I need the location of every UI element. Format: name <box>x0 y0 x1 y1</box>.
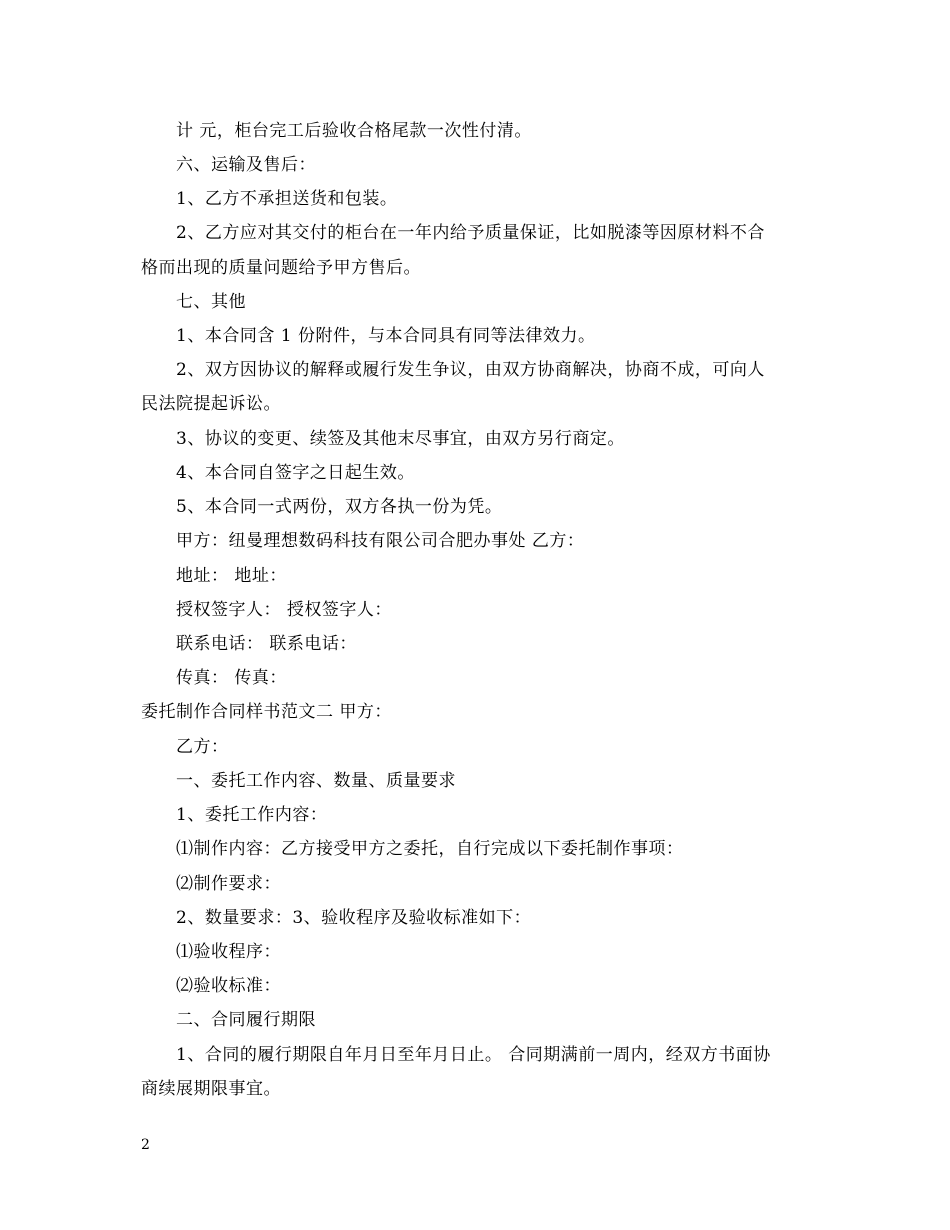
section-heading: 一、委托工作内容、数量、质量要求 <box>176 771 456 791</box>
text-line: ⑵制作要求： <box>176 874 281 894</box>
text-line: ⑴验收程序： <box>176 942 281 962</box>
text-line: 2、乙方应对其交付的柜台在一年内给予质量保证，比如脱漆等因原材料不合 <box>176 223 765 243</box>
section-heading: 六、运输及售后： <box>176 155 316 175</box>
text-line: 3、协议的变更、续签及其他末尽事宜，由双方另行商定。 <box>176 429 625 449</box>
text-line: 格而出现的质量问题给予甲方售后。 <box>141 258 421 278</box>
party-a-line: 甲方：纽曼理想数码科技有限公司合肥办事处 乙方： <box>176 531 585 551</box>
document-title: 委托制作合同样书范文二 甲方： <box>141 702 392 722</box>
text-line: ⑵验收标准： <box>176 976 281 996</box>
phone-line: 联系电话： 联系电话： <box>176 634 357 654</box>
text-line: 5、本合同一式两份，双方各执一份为凭。 <box>176 497 503 517</box>
signatory-line: 授权签字人： 授权签字人： <box>176 600 392 620</box>
fax-line: 传真： 传真： <box>176 668 287 688</box>
text-line: 4、本合同自签字之日起生效。 <box>176 463 415 483</box>
section-heading: 七、其他 <box>176 292 246 312</box>
text-line: 2、数量要求：3、验收程序及验收标准如下： <box>176 908 532 928</box>
address-line: 地址： 地址： <box>176 566 287 586</box>
section-heading: 二、合同履行期限 <box>176 1010 316 1030</box>
text-line: 2、双方因协议的解释或履行发生争议，由双方协商解决，协商不成，可向人 <box>176 360 765 380</box>
text-line: ⑴制作内容：乙方接受甲方之委托，自行完成以下委托制作事项： <box>176 839 684 859</box>
party-b-line: 乙方： <box>176 737 229 757</box>
text-line: 1、本合同含 1 份附件，与本合同具有同等法律效力。 <box>176 326 596 346</box>
text-line: 民法院提起诉讼。 <box>141 394 281 414</box>
text-line: 1、委托工作内容： <box>176 805 328 825</box>
text-line: 计 元，柜台完工后验收合格尾款一次性付清。 <box>176 121 532 141</box>
page-number: 2 <box>141 1137 150 1153</box>
text-line: 1、合同的履行期限自年月日至年月日止。 合同期满前一周内，经双方书面协 <box>176 1045 771 1065</box>
text-line: 1、乙方不承担送货和包装。 <box>176 189 398 209</box>
text-line: 商续展期限事宜。 <box>141 1079 281 1099</box>
